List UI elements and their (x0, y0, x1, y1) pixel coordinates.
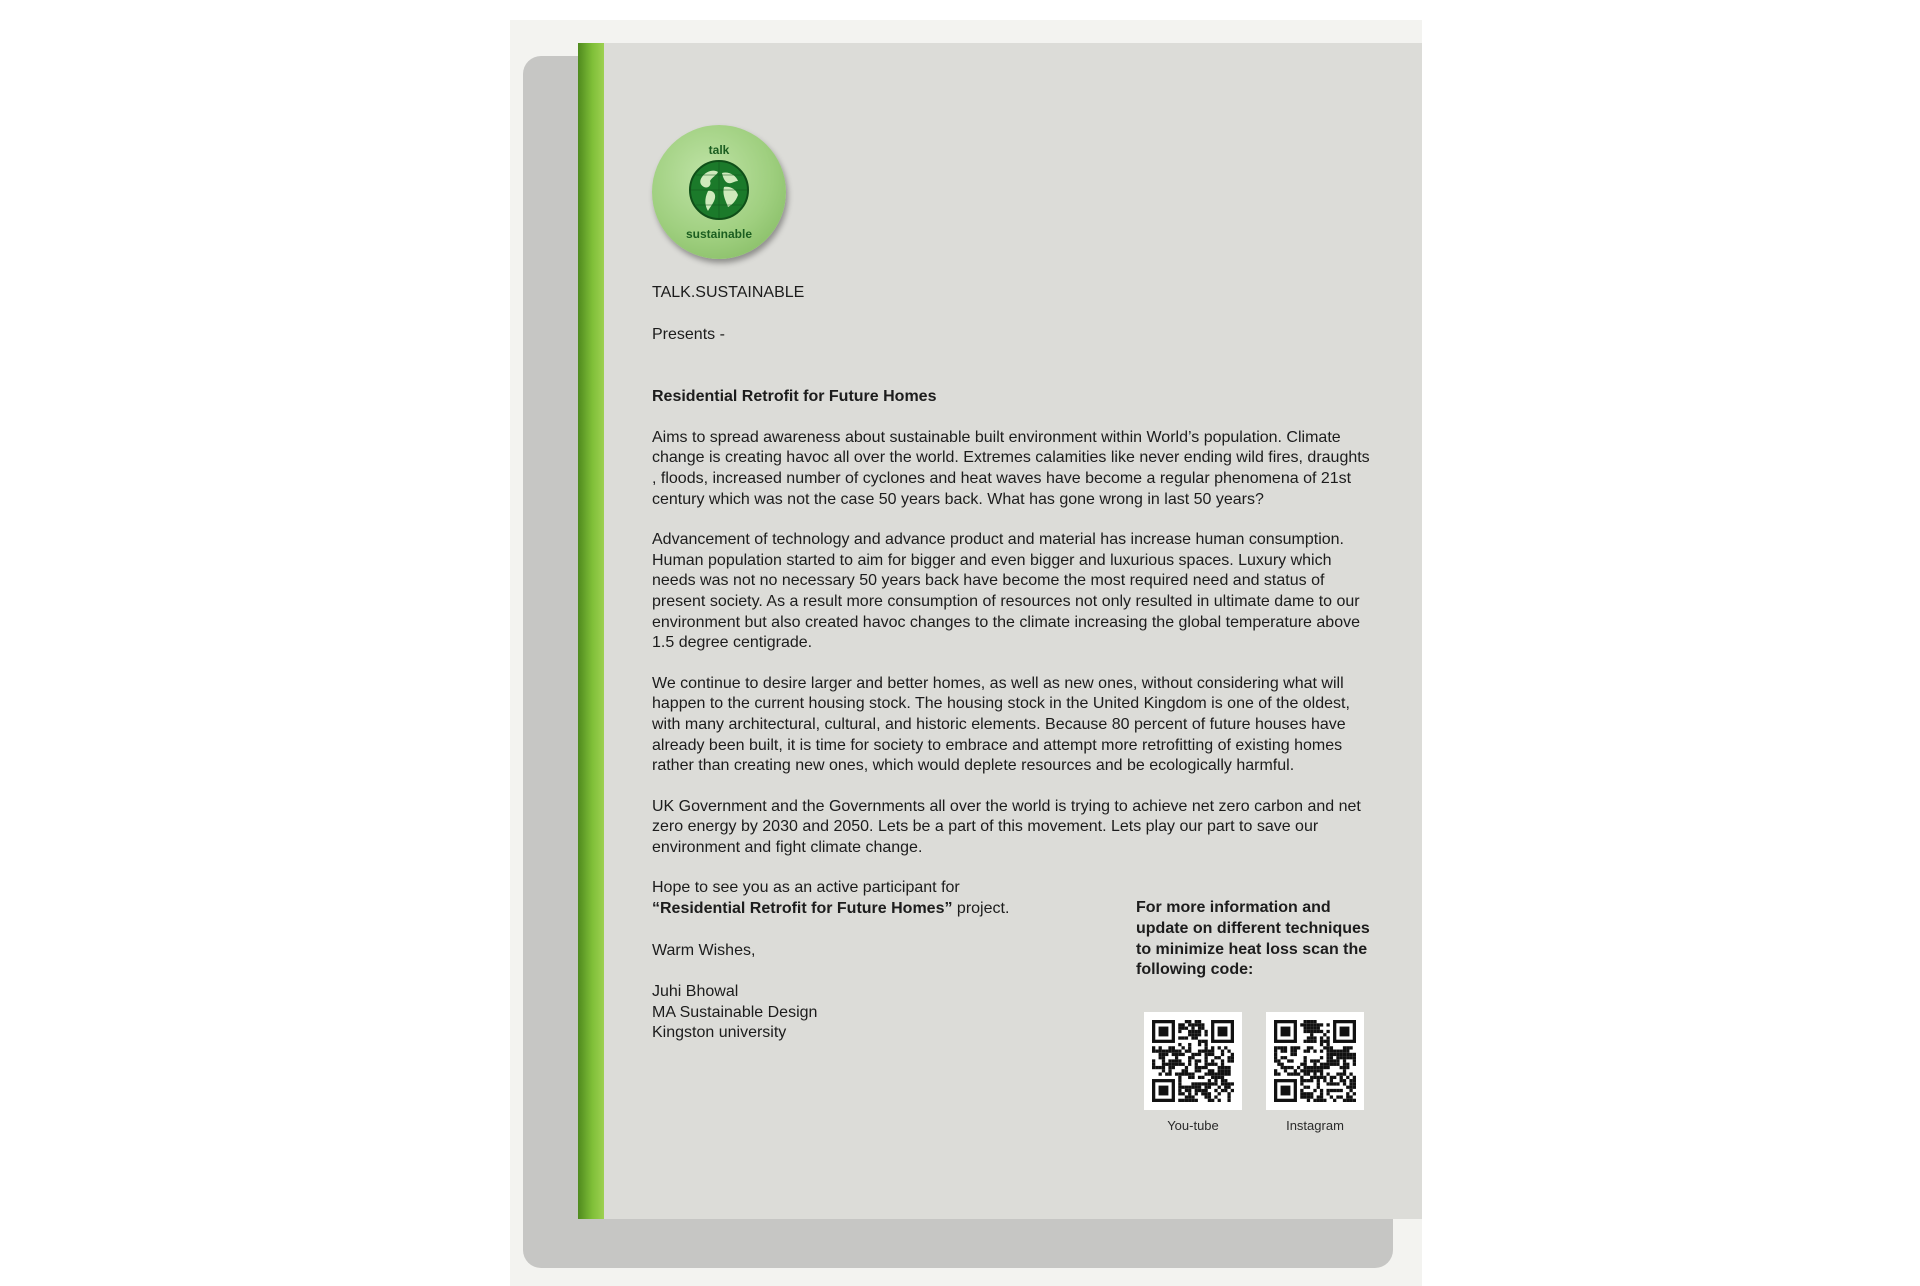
youtube-qr-label: You-tube (1167, 1118, 1219, 1134)
talk-sustainable-logo (652, 125, 786, 259)
instagram-qr-label: Instagram (1286, 1118, 1344, 1134)
paragraph-3: We continue to desire larger and better homes, as well as new ones, without considering what will happen to the current housing stock. The housing stock in the United Kingdom is one of the oldest, with many architectural, cultural, and historic elements. Because 80 percent of future houses have already been built, it is time for society to embrace and attempt more retrofitting of existing homes rather than creating new ones, which would deplete resources and be ecologically harmful. (652, 674, 1350, 775)
globe-icon (688, 159, 750, 221)
quote-open: “ (652, 900, 660, 918)
logo-top-text: talk (708, 143, 730, 157)
presents-label: Presents - (652, 325, 725, 343)
qr-info-section (1136, 898, 1376, 1134)
warm-wishes: Warm Wishes, (652, 941, 756, 959)
author-university: Kingston university (652, 1024, 787, 1042)
document-title: Residential Retrofit for Future Homes (652, 388, 937, 406)
green-spine (578, 43, 604, 1219)
qr-code-icon (1274, 1020, 1356, 1102)
youtube-qr-code[interactable] (1144, 1012, 1242, 1134)
author-degree: MA Sustainable Design (652, 1003, 818, 1021)
qr-codes (1144, 1012, 1374, 1134)
project-suffix: project. (952, 900, 1010, 918)
closing-section (652, 878, 1372, 1134)
instagram-qr-code[interactable] (1266, 1012, 1364, 1134)
qr-info-text: For more information and update on different techniques to minimize heat loss scan the following code: (1136, 899, 1370, 979)
project-name: Residential Retrofit for Future Homes (660, 900, 945, 918)
paragraph-2: Advancement of technology and advance product and material has increase human consumption. Human population started to aim for bigger and even bigger and luxurious spaces. Luxury which needs was not no necessary 50 years back have become the most required need and status of present society. As a result more consumption of resources not only resulted in ultimate dame to our environment but also created havoc changes to the climate increasing the global temperature above 1.5 degree centigrade. (652, 531, 1360, 652)
paragraph-4: UK Government and the Governments all over the world is trying to achieve net zero carbon and net zero energy by 2030 and 2050. Lets be a part of this movement. Lets play our part to save our environment and fight climate change. (652, 797, 1361, 856)
quote-close: ” (944, 900, 953, 918)
closing-line: Hope to see you as an active participant for (652, 879, 960, 897)
paragraph-1: Aims to spread awareness about sustainable built environment within World’s population. Climate change is creating havoc all over the world. Extremes calamities like never ending wild fires, draughts , floods, increased number of cyclones and heat waves have become a regular phenomena of 21st century which was not the case 50 years back. What has gone wrong in last 50 years? (652, 428, 1370, 508)
author-name: Juhi Bhowal (652, 983, 739, 1001)
closing-project-line (652, 899, 1122, 920)
document-content (652, 125, 1372, 1134)
logo-bottom-text: sustainable (685, 227, 753, 241)
organization-name: TALK.SUSTAINABLE (652, 284, 805, 301)
qr-code-icon (1152, 1020, 1234, 1102)
